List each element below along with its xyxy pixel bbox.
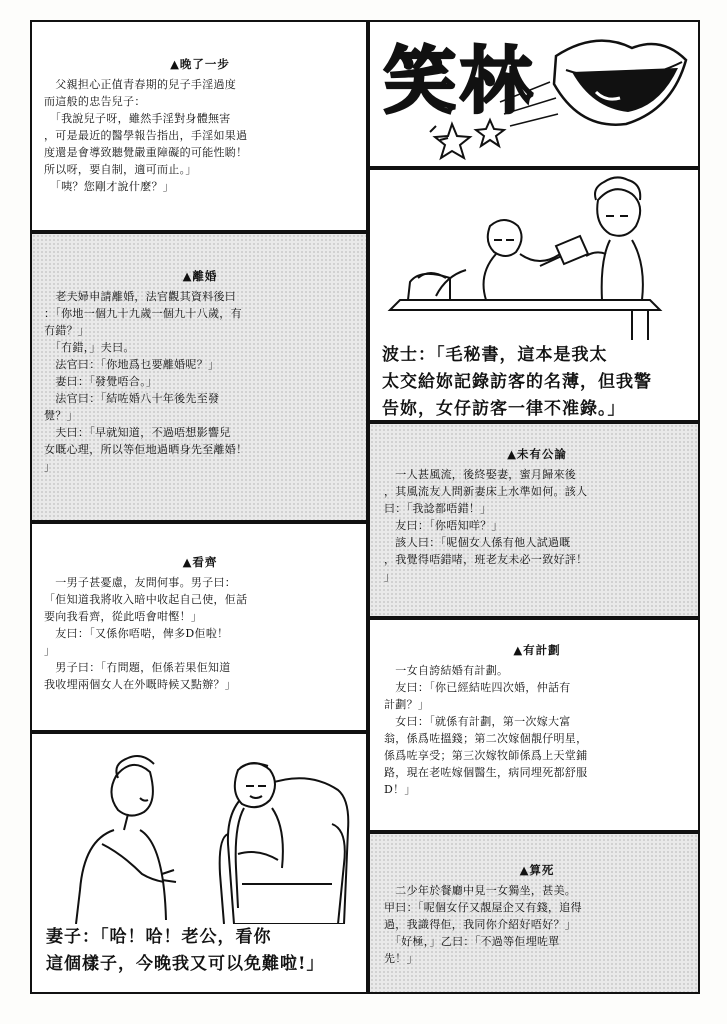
joke-box-plan — [368, 618, 700, 832]
boss-secretary-illustration — [370, 170, 698, 342]
cartoon-wife-box — [30, 732, 368, 994]
boss-cartoon-caption: 波士：「毛秘書，這本是我太 太交給妳記錄訪客的名薄，但我警 告妳，女仔訪客一律不准錄。」 — [382, 345, 652, 419]
joke-box-opinion — [368, 422, 700, 618]
xiaolin-logo — [370, 22, 698, 166]
joke-title: ▲看齊 — [182, 555, 218, 569]
joke-title: ▲有計劃 — [513, 643, 561, 657]
joke-box-reckon — [368, 832, 700, 994]
joke-body: 二少年於餐廳中見一女獨坐，甚美。 甲曰：「呢個女仔又靚屋企又有錢，追得 過，我識得佢，我同你介紹好唔好？」 「好極，」乙曰：「不過等佢埋咗單 先！」 — [384, 884, 582, 965]
joke-title: ▲晚了一步 — [170, 57, 230, 71]
joke-box-follow — [30, 522, 368, 732]
joke-title: ▲離婚 — [182, 269, 218, 283]
logo-box — [368, 20, 700, 168]
joke-box-late — [30, 20, 368, 232]
joke-body: 一人甚風流，後終娶妻，蜜月歸來後 ，其風流友人問新妻床上水準如何。該人 曰：「我諗都唔錯！」 友曰：「你唔知咩？」 該人曰：「呢個女人係有他人試過嘅 ，我覺得唔錯啫，班老友未必一致好評！ 」 — [384, 468, 588, 583]
joke-title: ▲算死 — [519, 863, 555, 877]
joke-body: 父親担心正值青春期的兒子手淫過度 而這般的忠告兒子： 「我說兒子呀，雖然手淫對身體無害 ，可是最近的醫學報告指出，手淫如果過 度還是會導致聽覺嚴重障礙的可能性喲！ 所以呀，要自制，適可而止。」 「咦？您剛才說什麼？」 — [44, 78, 248, 193]
wife-husband-illustration — [32, 734, 366, 924]
joke-body: 一男子甚憂慮，友問何事。男子曰： 「佢知道我將收入暗中收起自己使，佢話 要向我看齊，從此唔會咁慳！」 友曰：「又係你唔啱，俾多D佢啦！ 」 男子曰：「冇問題，佢係若果佢知道 我收埋兩個女人在外嘅時候又點辦？」 — [44, 576, 248, 691]
logo-text: 笑林 — [384, 39, 537, 123]
wife-cartoon-caption: 妻子：「哈！哈！老公，看你 這個樣子，今晚我又可以免難啦!」 — [46, 927, 325, 974]
cartoon-boss-box — [368, 168, 700, 422]
joke-box-divorce — [30, 232, 368, 522]
joke-body: 一女自誇結婚有計劃。 友曰：「你已經結咗四次婚，仲話有 計劃？」 女曰：「就係有計劃，第一次嫁大富 翁，係爲咗搵錢；第二次嫁個靚仔明星， 係爲咗享受；第三次嫁牧師係爲上天堂鋪 路，現在老咗嫁個醫生，病同埋死都舒服 D！」 — [384, 664, 588, 796]
joke-body: 老夫婦申請離婚，法官觀其資料後曰 ：「你地一個九十九歲一個九十八歲，有 冇錯？」 「冇錯，」夫曰。 法官曰：「你地爲乜要離婚呢？」 妻曰：「發覺唔合。」 法官曰：「結咗婚八十年後先至發 覺？」 夫曰：「早就知道，不過唔想影響兒 女嘅心理，所以等佢地過晒身先至離婚！ 」 — [44, 290, 248, 473]
joke-title: ▲未有公論 — [507, 447, 567, 461]
